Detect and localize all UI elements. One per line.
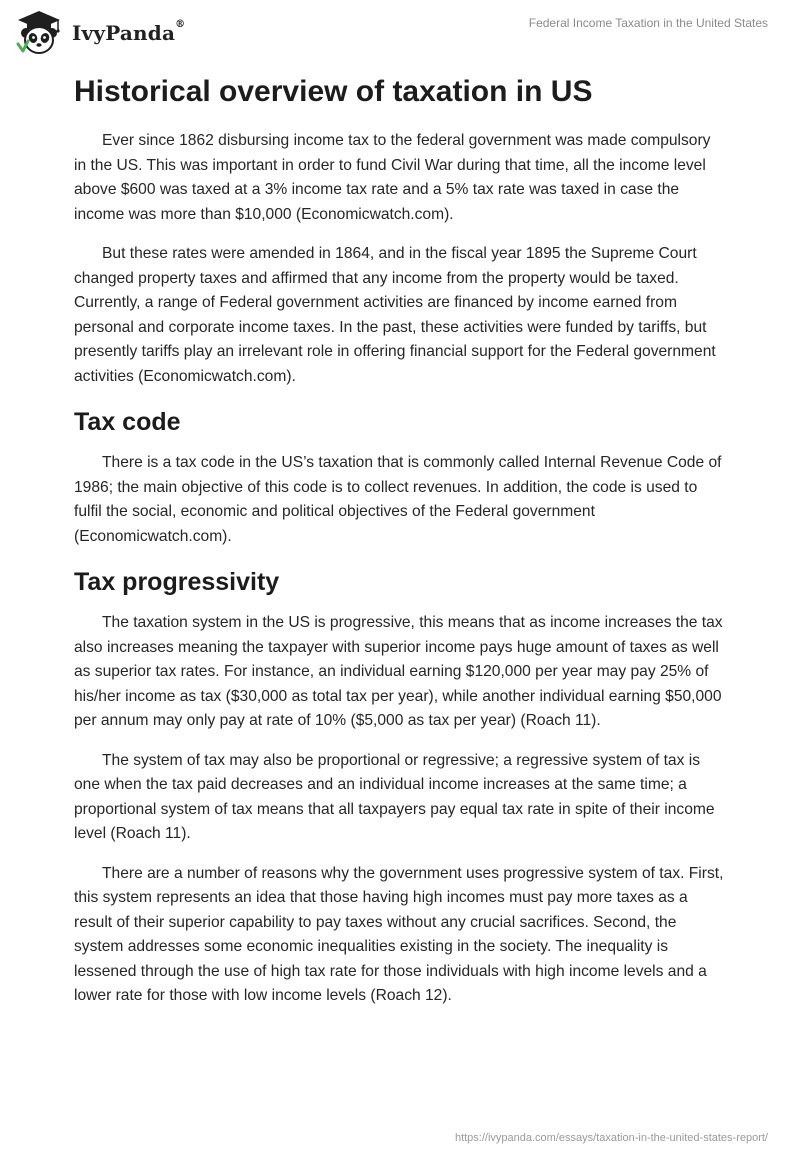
document-title: Federal Income Taxation in the United States [528, 16, 768, 30]
paragraph: The system of tax may also be proportional or regressive; a regressive system of tax is one when the tax paid decreases and an individual income increases at the same time; a proportional system of tax means that all taxpayers pay equal tax rate in spite of their income level (Roach 11). [74, 751, 715, 842]
section-heading-historical-overview: Historical overview of taxation in US [74, 75, 593, 108]
paragraph: Ever since 1862 disbursing income tax to the federal government was made compulsory in the US. This was important in order to fund Civil War during that time, all the income level above $600 was taxed at a 3% income tax rate and a 5% tax rate was taxed in case the income was more than $10,000 (Economicwatch.com). [74, 132, 711, 223]
registered-mark: ® [175, 19, 186, 30]
page-header [0, 0, 800, 70]
section-heading-tax-progressivity: Tax progressivity [74, 568, 280, 596]
section-heading-tax-code: Tax code [74, 408, 181, 436]
paragraph: There are a number of reasons why the government uses progressive system of tax. First, this system represents an idea that those having high incomes must pay more taxes as a result of their superior capability to pay taxes without any crucial sacrifices. Second, the system addresses some economic inequalities existing in the society. The inequality is lessened through the use of high tax rate for those individuals with high income levels and a lower rate for those with low income levels (Roach 12). [74, 864, 724, 1004]
paragraph: There is a tax code in the US’s taxation that is commonly called Internal Revenue Code of 1986; the main objective of this code is to collect revenues. In addition, the code is used to fulfil the social, economic and political objectives of the Federal government (Economicwatch.com). [74, 454, 722, 545]
brand-name: IvyPanda® [72, 19, 186, 45]
source-url[interactable]: https://ivypanda.com/essays/taxation-in-the-united-states-report/ [454, 1132, 768, 1144]
brand-logo[interactable] [14, 8, 185, 58]
paragraph: The taxation system in the US is progressive, this means that as income increases the tax also increases meaning the taxpayer with superior income pays huge amount of taxes as well as superior tax rates. For instance, an individual earning $120,000 per year may pay 25% of his/her income as tax ($30,000 as total tax per year), while another individual earning $50,000 per annum may only pay at rate of 10% ($5,000 as tax per year) (Roach 11). [74, 614, 723, 729]
paragraph: But these rates were amended in 1864, and in the fiscal year 1895 the Supreme Court changed property taxes and affirmed that any income from the property would be taxed. Currently, a range of Federal government activities are financed by income earned from personal and corporate income taxes. In the past, these activities were funded by tariffs, but presently tariffs play an irrelevant role in offering financial support for the Federal government activities (Economicwatch.com). [74, 245, 716, 385]
essay-body [74, 72, 726, 1024]
panda-logo-icon [14, 8, 64, 58]
